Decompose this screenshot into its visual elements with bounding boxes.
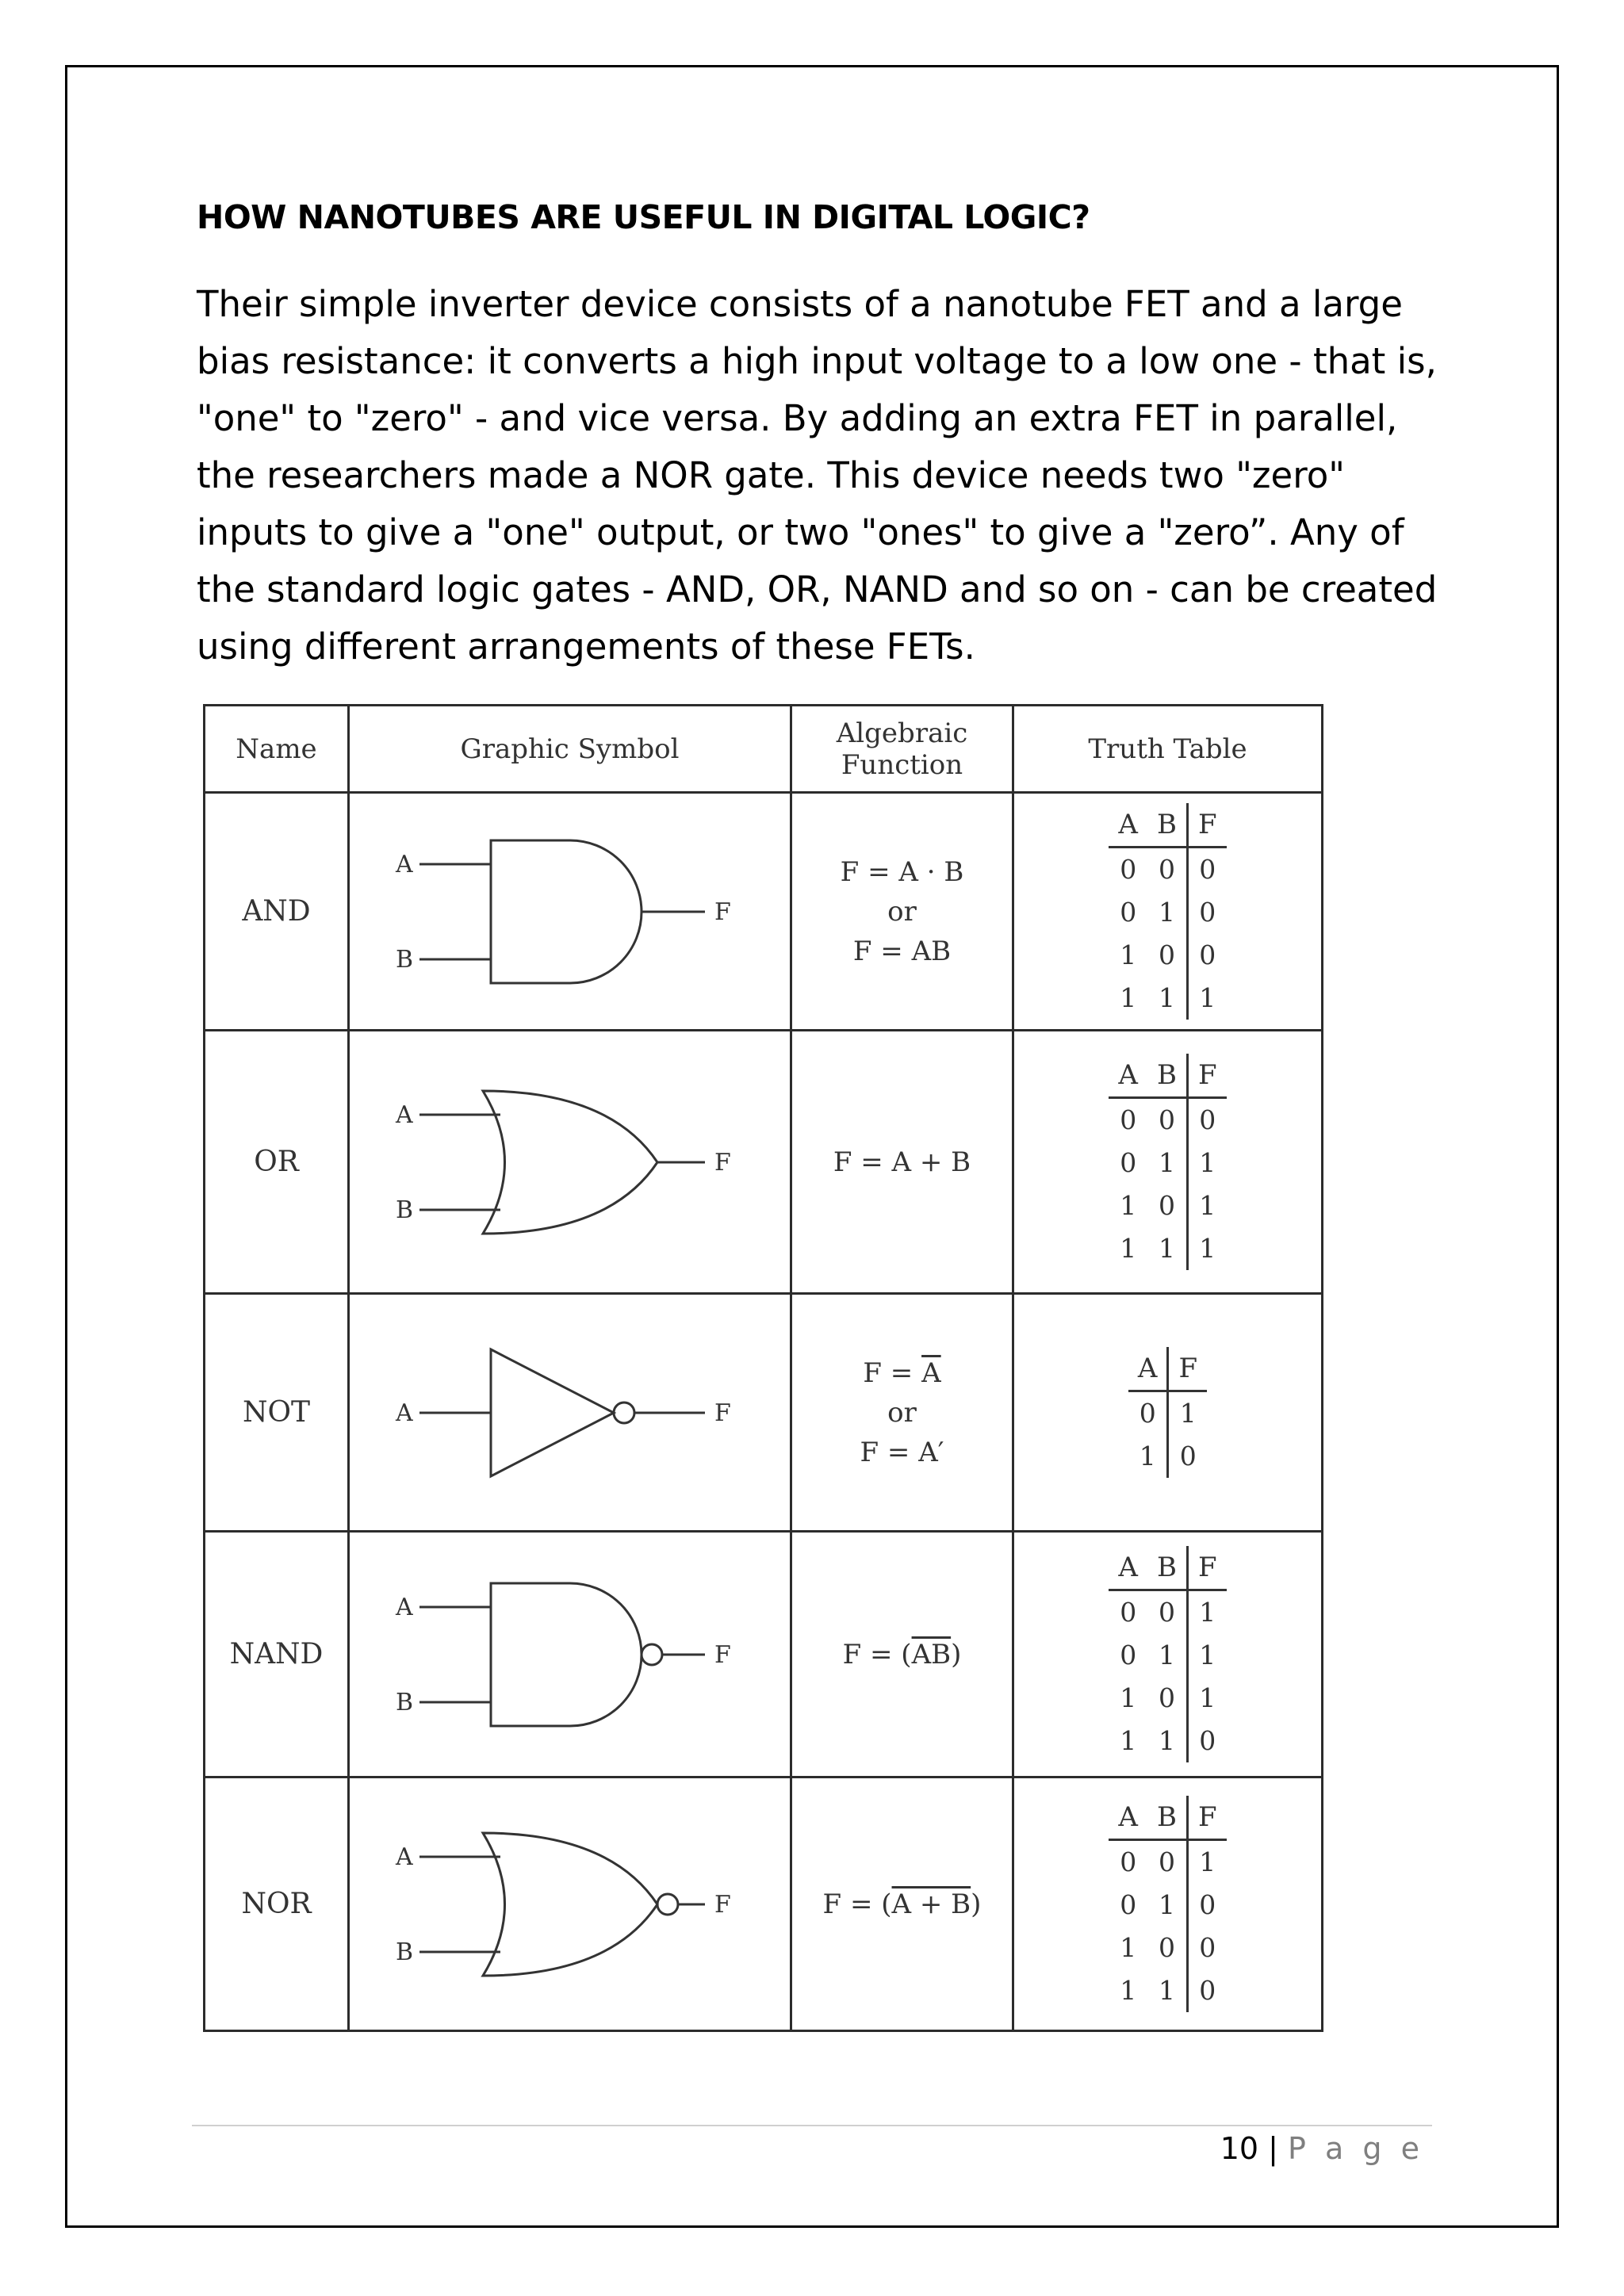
header-truth: Truth Table xyxy=(1013,706,1323,793)
function-suffix: ) xyxy=(971,1888,982,1920)
pin-label-b: B xyxy=(395,1196,413,1224)
nor-gate-icon xyxy=(372,1817,768,1992)
gate-function xyxy=(791,1294,1013,1532)
pin-label-a: A xyxy=(395,1843,413,1871)
tt-cell: 0 xyxy=(1168,1435,1207,1478)
function-overline: $\overline{AB}$ xyxy=(911,1638,952,1670)
footer-separator: | xyxy=(1268,2131,1278,2166)
tt-cell: 1 xyxy=(1158,1725,1175,1756)
tt-head-f: F xyxy=(1187,803,1226,848)
not-gate-icon xyxy=(372,1334,768,1492)
truth-table-cell xyxy=(1013,1294,1323,1532)
tt-cell: 1 xyxy=(1187,1677,1226,1720)
and-gate-symbol xyxy=(349,793,791,1031)
pin-label-f: F xyxy=(714,1640,731,1669)
tt-cell: 1 xyxy=(1187,1840,1226,1885)
tt-cell: 1 xyxy=(1120,1932,1137,1963)
function-suffix: ) xyxy=(951,1638,962,1670)
nand-gate-icon xyxy=(372,1567,768,1742)
tt-head-a: A xyxy=(1109,1546,1147,1590)
truth-table-cell xyxy=(1013,1777,1323,2031)
tt-cell: 0 xyxy=(1120,1640,1137,1670)
tt-cell: 0 xyxy=(1120,1846,1137,1877)
header-name: Name xyxy=(205,706,349,793)
gate-name: NAND xyxy=(205,1532,349,1777)
gate-row-nor xyxy=(205,1777,1323,2031)
tt-cell: 0 xyxy=(1120,854,1137,885)
paragraph-line: bias resistance: it converts a high input voltage to a low one - that is, xyxy=(197,340,1437,382)
paragraph-line: Their simple inverter device consists of a nanotube FET and a large xyxy=(197,283,1403,325)
tt-cell: 0 xyxy=(1187,848,1226,892)
function-line: F = AB xyxy=(852,935,952,967)
tt-cell: 0 xyxy=(1158,1190,1175,1221)
tt-cell: 1 xyxy=(1120,1682,1137,1713)
header-function xyxy=(791,706,1013,793)
page-word: P a g e xyxy=(1288,2131,1424,2166)
function-prefix: F = xyxy=(863,1357,922,1389)
tt-cell: 0 xyxy=(1120,1104,1137,1135)
tt-cell: 1 xyxy=(1187,1142,1226,1184)
gate-name: NOT xyxy=(205,1294,349,1532)
pin-label-b: B xyxy=(395,1938,413,1966)
tt-cell: 1 xyxy=(1120,1975,1137,2006)
gate-name: NOR xyxy=(205,1777,349,2031)
header-symbol: Graphic Symbol xyxy=(349,706,791,793)
tt-head-f: F xyxy=(1168,1347,1207,1391)
tt-cell: 0 xyxy=(1120,1889,1137,1920)
function-line: or xyxy=(887,1396,917,1429)
tt-cell: 0 xyxy=(1158,1597,1175,1628)
pin-label-a: A xyxy=(395,1100,413,1129)
tt-head-a: A xyxy=(1109,1796,1147,1840)
function-line: or xyxy=(887,895,917,928)
tt-cell: 0 xyxy=(1158,1846,1175,1877)
tt-cell: 0 xyxy=(1120,1597,1137,1628)
nor-gate-symbol xyxy=(349,1777,791,2031)
tt-cell: 0 xyxy=(1139,1398,1156,1429)
tt-cell: 0 xyxy=(1120,897,1137,928)
pin-label-f: F xyxy=(714,1890,731,1919)
tt-cell: 0 xyxy=(1187,934,1226,977)
tt-cell: 1 xyxy=(1120,1190,1137,1221)
truth-table-cell xyxy=(1013,1031,1323,1294)
pin-label-a: A xyxy=(395,1593,413,1621)
tt-cell: 0 xyxy=(1187,1098,1226,1142)
function-prefix: F = ( xyxy=(842,1638,912,1670)
tt-cell: 0 xyxy=(1158,1932,1175,1963)
pin-label-f: F xyxy=(714,1148,731,1177)
tt-cell: 1 xyxy=(1120,939,1137,970)
tt-head-f: F xyxy=(1187,1796,1226,1840)
tt-head-b: B xyxy=(1147,803,1188,848)
logic-gate-table xyxy=(203,704,1323,2032)
pin-label-a: A xyxy=(395,1399,413,1427)
not-gate-symbol xyxy=(349,1294,791,1532)
truth-table-cell xyxy=(1013,1532,1323,1777)
truth-table xyxy=(1109,1546,1226,1762)
gate-name: AND xyxy=(205,793,349,1031)
tt-cell: 0 xyxy=(1158,854,1175,885)
function-line: F = A + B xyxy=(833,1146,971,1178)
tt-cell: 1 xyxy=(1158,1233,1175,1264)
function-line: F = A · B xyxy=(840,855,964,888)
tt-cell: 1 xyxy=(1158,1889,1175,1920)
tt-cell: 0 xyxy=(1158,1682,1175,1713)
gate-function xyxy=(791,793,1013,1031)
paragraph-line: the researchers made a NOR gate. This device needs two "zero" xyxy=(197,454,1345,496)
function-overline: A + B xyxy=(891,1888,971,1920)
tt-cell: 1 xyxy=(1158,982,1175,1013)
pin-label-b: B xyxy=(395,1688,413,1716)
or-gate-symbol xyxy=(349,1031,791,1294)
tt-head-a: A xyxy=(1109,803,1147,848)
body-paragraph xyxy=(197,276,1438,675)
header-function-line2: Function xyxy=(841,748,963,781)
tt-head-b: B xyxy=(1147,1796,1188,1840)
tt-head-f: F xyxy=(1187,1546,1226,1590)
pin-label-a: A xyxy=(395,850,413,878)
paragraph-line: using different arrangements of these FETs. xyxy=(197,626,975,668)
tt-cell: 0 xyxy=(1158,1104,1175,1135)
function-overline: $\overline{A}$ xyxy=(921,1357,941,1389)
tt-head-b: B xyxy=(1147,1546,1188,1590)
tt-cell: 1 xyxy=(1187,1184,1226,1227)
header-function-line1: Algebraic xyxy=(836,717,968,749)
nand-gate-symbol xyxy=(349,1532,791,1777)
truth-table xyxy=(1109,1054,1226,1270)
tt-cell: 1 xyxy=(1187,1634,1226,1677)
footer-divider xyxy=(192,2125,1432,2126)
gate-function xyxy=(791,1031,1013,1294)
gate-row-or xyxy=(205,1031,1323,1294)
page-footer xyxy=(1220,2131,1424,2166)
tt-head-f: F xyxy=(1187,1054,1226,1098)
pin-label-f: F xyxy=(714,897,731,926)
function-line: F = A′ xyxy=(860,1436,944,1468)
gate-row-and xyxy=(205,793,1323,1031)
truth-table-cell xyxy=(1013,793,1323,1031)
tt-cell: 1 xyxy=(1168,1391,1207,1436)
or-gate-icon xyxy=(372,1075,768,1249)
tt-cell: 0 xyxy=(1187,1927,1226,1969)
paragraph-line: inputs to give a "one" output, or two "ones" to give a "zero”. Any of xyxy=(197,511,1404,553)
tt-head-a: A xyxy=(1109,1054,1147,1098)
truth-table xyxy=(1109,803,1226,1020)
gate-row-nand xyxy=(205,1532,1323,1777)
tt-cell: 0 xyxy=(1187,1969,1226,2012)
gate-row-not xyxy=(205,1294,1323,1532)
truth-table xyxy=(1109,1796,1226,2012)
page-number: 10 xyxy=(1220,2131,1259,2166)
tt-cell: 1 xyxy=(1158,1640,1175,1670)
tt-cell: 0 xyxy=(1120,1147,1137,1178)
tt-head-a: A xyxy=(1128,1347,1168,1391)
tt-cell: 1 xyxy=(1187,1227,1226,1270)
and-gate-icon xyxy=(372,825,768,999)
tt-cell: 0 xyxy=(1158,939,1175,970)
tt-cell: 0 xyxy=(1187,1720,1226,1762)
header-row xyxy=(205,706,1323,793)
tt-cell: 1 xyxy=(1158,1975,1175,2006)
gate-name: OR xyxy=(205,1031,349,1294)
gate-function xyxy=(791,1532,1013,1777)
tt-cell: 1 xyxy=(1158,897,1175,928)
tt-cell: 1 xyxy=(1120,1725,1137,1756)
gate-function xyxy=(791,1777,1013,2031)
tt-cell: 1 xyxy=(1158,1147,1175,1178)
tt-cell: 1 xyxy=(1187,1590,1226,1635)
tt-cell: 0 xyxy=(1187,891,1226,934)
tt-cell: 0 xyxy=(1187,1884,1226,1927)
tt-cell: 1 xyxy=(1120,1233,1137,1264)
function-prefix: F = ( xyxy=(822,1888,892,1920)
pin-label-f: F xyxy=(714,1399,731,1427)
tt-cell: 1 xyxy=(1120,982,1137,1013)
tt-cell: 1 xyxy=(1139,1441,1156,1471)
pin-label-b: B xyxy=(395,945,413,974)
truth-table xyxy=(1128,1347,1207,1478)
tt-cell: 1 xyxy=(1187,977,1226,1020)
paragraph-line: the standard logic gates - AND, OR, NAND and so on - can be created xyxy=(197,568,1438,610)
section-heading: HOW NANOTUBES ARE USEFUL IN DIGITAL LOGIC? xyxy=(197,198,1090,236)
tt-head-b: B xyxy=(1147,1054,1188,1098)
paragraph-line: "one" to "zero" - and vice versa. By adding an extra FET in parallel, xyxy=(197,397,1398,439)
